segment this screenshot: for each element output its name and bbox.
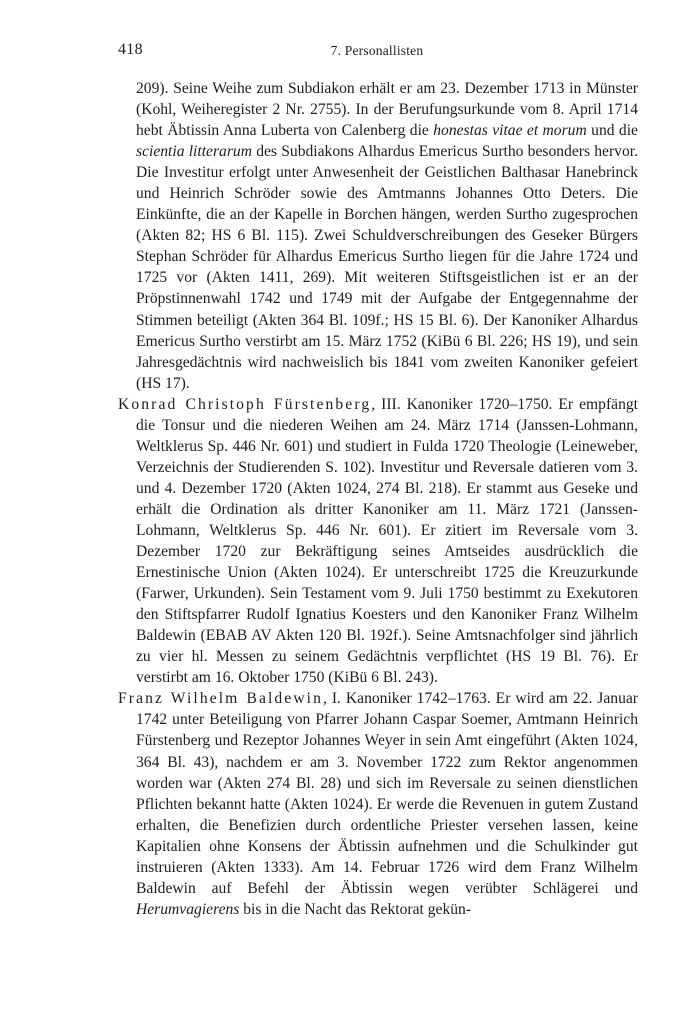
entry-text-end: bis in die Nacht das Rektorat gekün-	[239, 900, 472, 918]
continuation-paragraph	[118, 78, 638, 394]
continuation-text-3: des Subdiakons Alhardus Emericus Surtho besonders hervor. Die Investitur erfolgt unter Anwesenheit der Geistlichen Balthasar Hanebrinck und Heinrich Schröder sowie des Amtmanns Johannes Otto Deters. Die Einkünfte, die an der Kapelle in Borchen hängen, werden Surtho zugesprochen (Akten 82; HS 6 Bl. 115). Zwei Schuldverschreibungen des Geseker Bürgers Stephan Schröder für Alhardus Emericus Surtho liegen für die Jahre 1724 und 1725 vor (Akten 1411, 269). Mit weiteren Stiftsgeistlichen ist er an der Pröpstinnenwahl 1742 und 1749 mit der Aufgabe der Entgegennahme der Stimmen beteiligt (Akten 364 Bl. 109f.; HS 15 Bl. 6). Der Kanoniker Alhardus Emericus Surtho verstirbt am 15. März 1752 (KiBü 6 Bl. 226; HS 19), und sein Jahresgedächtnis wird nachweislich bis 1841 vom zweiten Kanoniker gefeiert (HS 17).	[136, 143, 638, 392]
entry-text: , I. Kanoniker 1742–1763. Er wird am 22. Januar 1742 unter Beteiligung von Pfarrer Johann Caspar Soemer, Amtmann Heinrich Fürstenberg und Rezeptor Johannes Weyer in sein Amt eingeführt (Akten 1024, 364 Bl. 43), nachdem er am 3. November 1722 zum Rektor angenommen worden war (Akten 274 Bl. 28) und sich im Reversale zu seinen dienstlichen Pflichten bekannt hatte (Akten 1024). Er werde die Revenuen in gutem Zustand erhalten, die Benefizien durch ordentliche Priester versehen lassen, keine Kapitalien ohne Konsens der Äbtissin aufnehmen und die Schulkinder gut instruieren (Akten 1333). Am 14. Februar 1726 wird dem Franz Wilhelm Baldewin auf Befehl der Äbtissin wegen verübter Schlägerei und	[136, 690, 638, 897]
italic-term: Herumvagierens	[136, 900, 240, 918]
latin-phrase-scientia: scientia litterarum	[136, 143, 252, 161]
entry-name: Franz Wilhelm Baldewin	[118, 690, 324, 708]
page-header	[118, 41, 636, 63]
continuation-text-2: und die	[586, 122, 638, 140]
entry-name: Konrad Christoph Fürstenberg	[118, 395, 372, 413]
running-head: 7. Personallisten	[330, 43, 424, 58]
entry-baldewin	[118, 688, 638, 920]
entry-text: , III. Kanoniker 1720–1750. Er empfängt die Tonsur und die niederen Weihen am 24. März 1714 (Janssen-Lohmann, Weltklerus Sp. 446 Nr. 601) und studiert in Fulda 1720 Theologie (Leineweber, Verzeichnis der Studierenden S. 102). Investitur und Reversale datieren vom 3. und 4. Dezember 1720 (Akten 1024, 274 Bl. 218). Er stammt aus Geseke und erhält die Ordination als dritter Kanoniker am 11. März 1721 (Janssen-Lohmann, Weltklerus Sp. 446 Nr. 601). Er zitiert im Reversale vom 3. Dezember 1720 zur Bekräftigung seines Amtseides ausdrücklich die Ernestinische Union (Akten 1024). Er unterschreibt 1725 die Kreuzurkunde (Farwer, Urkunden). Sein Testament vom 9. Juli 1750 bestimmt zu Exekutoren den Stiftspfarrer Rudolf Ignatius Koesters und den Kanoniker Franz Wilhelm Baldewin (EBAB AV Akten 120 Bl. 192f.). Seine Amtsnachfolger sind jährlich zu vier hl. Messen zu seinem Gedächtnis verpflichtet (HS 19 Bl. 76). Er verstirbt am 16. Oktober 1750 (KiBü 6 Bl. 243).	[136, 395, 638, 687]
entry-fuerstenberg	[118, 394, 638, 689]
continuation-text-1: 209). Seine Weihe zum Subdiakon erhält er am 23. Dezember 1713 in Münster (Kohl, Weiheregister 2 Nr. 2755). In der Berufungsurkunde vom 8. April 1714 hebt Äbtissin Anna Luberta von Calenberg die	[136, 80, 638, 140]
latin-phrase-honestas: honestas vitae et morum	[433, 122, 587, 140]
page-number: 418	[118, 41, 143, 58]
body-text	[118, 78, 638, 920]
